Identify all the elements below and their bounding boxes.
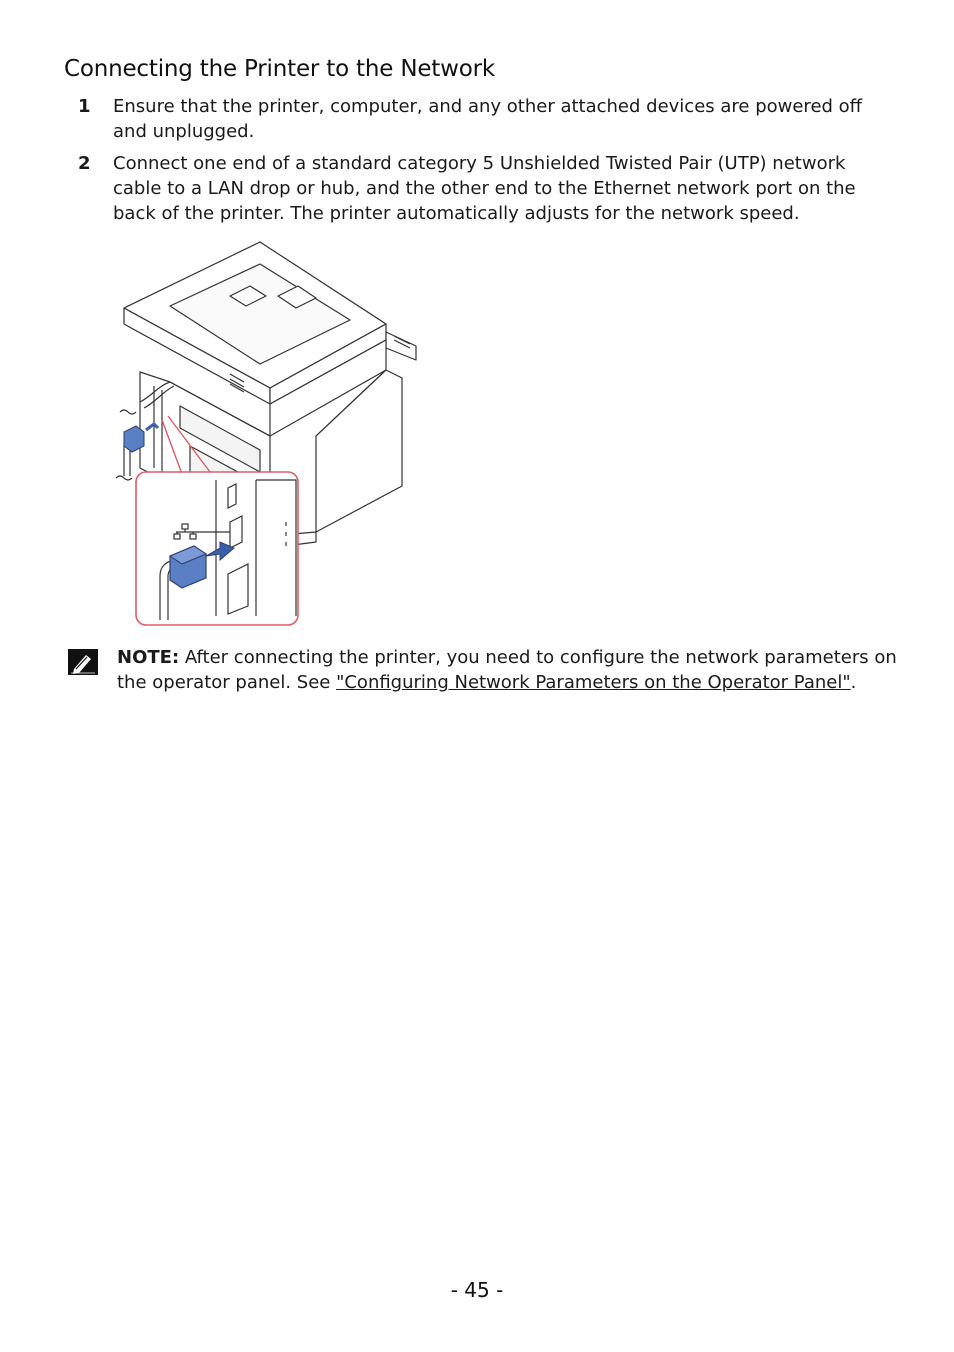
step-text: Ensure that the printer, computer, and any other attached devices are powered off and unplugged. [113,96,863,142]
page-number: - 45 - [450,1278,504,1302]
printer-network-illustration [110,236,430,630]
step-text: Connect one end of a standard category 5 Unshielded Twisted Pair (UTP) network cable to a LAN drop or hub, and the other end to the Ethernet network port on the back of the printer. The printer automatically adjusts for the network speed. [113,153,856,224]
configuring-network-parameters-link[interactable]: "Configuring Network Parameters on the Operator Panel" [336,672,851,693]
pencil-note-icon [68,649,98,675]
note-label: NOTE: [117,647,180,668]
note-text-after: . [850,672,857,693]
step-number: 2 [78,153,91,174]
section-heading: Connecting the Printer to the Network [64,56,495,82]
note-text [117,645,897,695]
note-text-before: After connecting the printer, you need to configure the network parameters on the operator panel. See [117,647,897,693]
step-number: 1 [78,96,91,117]
